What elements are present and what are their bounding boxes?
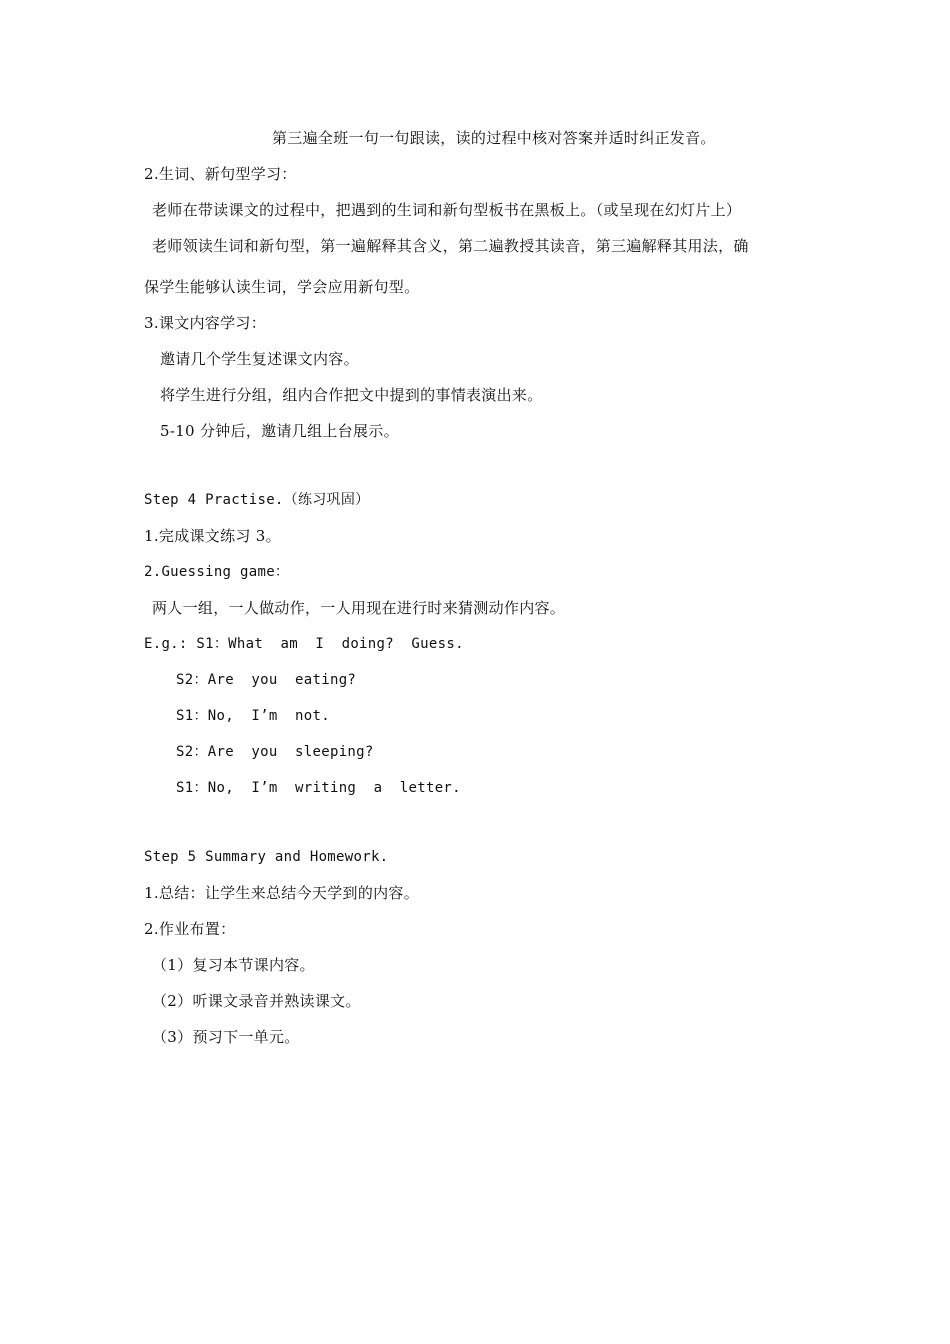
list-item: （1）复习本节课内容。 [152,956,315,974]
paragraph-line: 1.完成课文练习 3。 [144,527,281,545]
section-heading: 2.Guessing game： [144,564,290,580]
section-heading: 2.作业布置： [144,920,236,938]
list-item: （3）预习下一单元。 [152,1028,300,1046]
dialogue-line: S1：No, I’m writing a letter. [176,780,461,796]
section-heading: 2.生词、新句型学习： [144,165,297,183]
paragraph-line: 1.总结：让学生来总结今天学到的内容。 [144,884,420,902]
paragraph-line: 第三遍全班一句一句跟读，读的过程中核对答案并适时纠正发音。 [272,129,716,147]
paragraph-line: 5-10 分钟后，邀请几组上台展示。 [160,422,399,440]
paragraph-line: 老师在带读课文的过程中，把遇到的生词和新句型板书在黑板上。（或呈现在幻灯片上） [152,201,742,219]
dialogue-line: S2：Are you eating? [176,672,357,688]
dialogue-line: S1：No, I’m not. [176,708,330,724]
dialogue-line: E.g.: S1：What am I doing? Guess. [144,636,464,652]
paragraph-line: 保学生能够认读生词，学会应用新句型。 [144,278,420,296]
step-heading: Step 4 Practise.（练习巩固） [144,492,370,508]
step-heading: Step 5 Summary and Homework. [144,849,389,865]
paragraph-line: 将学生进行分组，组内合作把文中提到的事情表演出来。 [160,386,543,404]
list-item: （2）听课文录音并熟读课文。 [152,992,361,1010]
paragraph-line: 老师领读生词和新句型，第一遍解释其含义，第二遍教授其读音，第三遍解释其用法，确 [152,237,749,255]
paragraph-line: 两人一组，一人做动作，一人用现在进行时来猜测动作内容。 [152,599,566,617]
section-heading: 3.课文内容学习： [144,314,267,332]
paragraph-line: 邀请几个学生复述课文内容。 [160,350,359,368]
dialogue-line: S2：Are you sleeping? [176,744,374,760]
